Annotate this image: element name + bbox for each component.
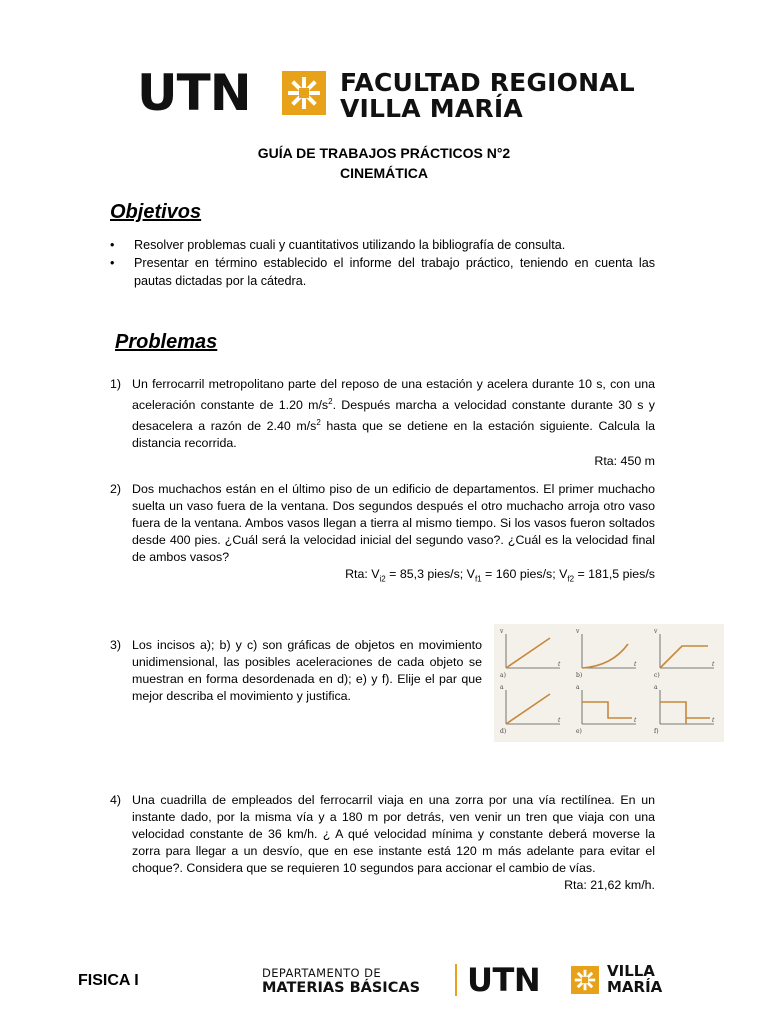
problem-number: 1)	[110, 377, 122, 391]
motion-graphs-figure	[494, 624, 724, 742]
graph-axis-label: v	[576, 628, 580, 635]
graph-letter-label: f)	[654, 728, 659, 735]
graph-time-label: t	[558, 717, 561, 724]
objetivo-item: • Resolver problemas cuali y cuantitativos utilizando la bibliografía de consulta.	[110, 236, 655, 254]
graph-letter-label: a)	[500, 672, 506, 679]
problem-answer: Rta: $V_{i2} = 85,3$ pies/s; $V_{f1} = 160$ pies/s; $V_{f2} = 181,5$ pies/s	[345, 567, 655, 584]
problem-number: 2)	[110, 482, 122, 496]
graph-curve	[582, 644, 628, 668]
vm-line1: VILLA	[607, 962, 655, 980]
problem-text: Una cuadrilla de empleados del ferrocarril viaja en una zorra por una vía rectilínea. En un instante dado, por la misma vía y a 180 m por detrás, ven venir un tren que viaja con una velocidad constante de 36 km/h. ¿ A qué velocidad mínima y constante deberá moverse la zorra para llegar a un desvío, que en ese instante está 120 m más adelante para evitar el choque?. Considera que se requieren 10 segundos para accionar el cambio de vías.	[132, 793, 655, 875]
objetivos-list	[110, 236, 655, 290]
graph-axis-label: a	[576, 684, 580, 691]
graph-curve	[582, 702, 632, 718]
graph-letter-label: d)	[500, 728, 507, 735]
problem-text: Los incisos a); b) y c) son gráficas de objetos en movimiento unidimensional, las posibles aceleraciones de cada objeto se muestran en forma desordenada en d); e) y f). Elije el par que mejor describa el movimiento y justifica.	[132, 638, 482, 703]
problem-1	[110, 376, 655, 470]
graph-letter-label: b)	[576, 672, 583, 679]
problem-2	[110, 481, 655, 587]
graph-curve	[506, 638, 550, 668]
problem-number: 3)	[110, 638, 122, 652]
graph-time-label: t	[712, 661, 715, 668]
graph-axis-label: v	[654, 628, 658, 635]
graph-curve	[506, 694, 550, 724]
graph-axis-label: a	[654, 684, 658, 691]
graph-time-label: t	[634, 717, 637, 724]
department-logo	[262, 967, 420, 997]
graph-letter-label: c)	[654, 672, 660, 679]
guide-title: GUÍA DE TRABAJOS PRÁCTICOS N°2	[257, 145, 511, 161]
problem-text: Un ferrocarril metropolitano parte del reposo de una estación y acelera durante 10 s, con una aceleración constante de 1.20 $m/s^2$. Después marcha a velocidad constante durante 30 s y desacelera a razón de 2.40 $m/s^2$ hasta que se detiene en la estación siguiente. Calcula la distancia recorrida.	[132, 377, 656, 451]
problem-number: 4)	[110, 793, 122, 807]
footer-star-logo-icon	[571, 966, 599, 994]
graph-time-label: t	[712, 717, 715, 724]
footer-utn-text: UTN	[467, 961, 541, 999]
problem-text: Dos muchachos están en el último piso de un edificio de departamentos. El primer muchacho suelta un vaso fuera de la ventana. Dos segundos después el otro muchacho arroja otro vaso fuera de la ventana. Ambos vasos llegan a tierra al mismo tiempo. Si los vasos fueron soltados desde 400 pies. ¿Cuál será la velocidad inicial del segundo vaso?. ¿Cuál es la velocidad final de ambos vasos?	[132, 482, 655, 564]
problem-3	[110, 637, 482, 705]
utn-star-logo-icon	[282, 71, 326, 115]
objetivos-heading: Objetivos	[110, 201, 202, 223]
dept-line1: DEPARTAMENTO DE	[262, 966, 381, 980]
objetivo-item: • Presentar en término establecido el informe del trabajo práctico, teniendo en cuenta las pautas dictadas por la cátedra.	[110, 254, 655, 290]
problem-answer: Rta: 21,62 km/h.	[564, 878, 655, 892]
faculty-name-line2: VILLA MARÍA	[340, 94, 523, 123]
dept-line2: MATERIAS BÁSICAS	[262, 980, 421, 996]
footer-villa-maria	[607, 963, 662, 995]
vm-line2: MARÍA	[607, 978, 663, 996]
faculty-name-line1: FACULTAD REGIONAL	[340, 68, 635, 97]
graph-axis-label: v	[500, 628, 504, 635]
graph-time-label: t	[558, 661, 561, 668]
guide-subtitle: CINEMÁTICA	[340, 165, 428, 181]
footer-divider	[455, 964, 457, 996]
problemas-heading: Problemas	[115, 331, 218, 353]
graph-curve	[660, 702, 710, 724]
graph-axis-label: a	[500, 684, 504, 691]
problem-4	[110, 792, 655, 894]
utn-logo-text: UTN	[137, 64, 251, 122]
graph-letter-label: e)	[576, 728, 582, 735]
graph-curve	[660, 646, 708, 668]
course-name: FISICA I	[78, 972, 139, 989]
graph-time-label: t	[634, 661, 637, 668]
problem-answer: Rta: 450 m	[594, 454, 655, 469]
